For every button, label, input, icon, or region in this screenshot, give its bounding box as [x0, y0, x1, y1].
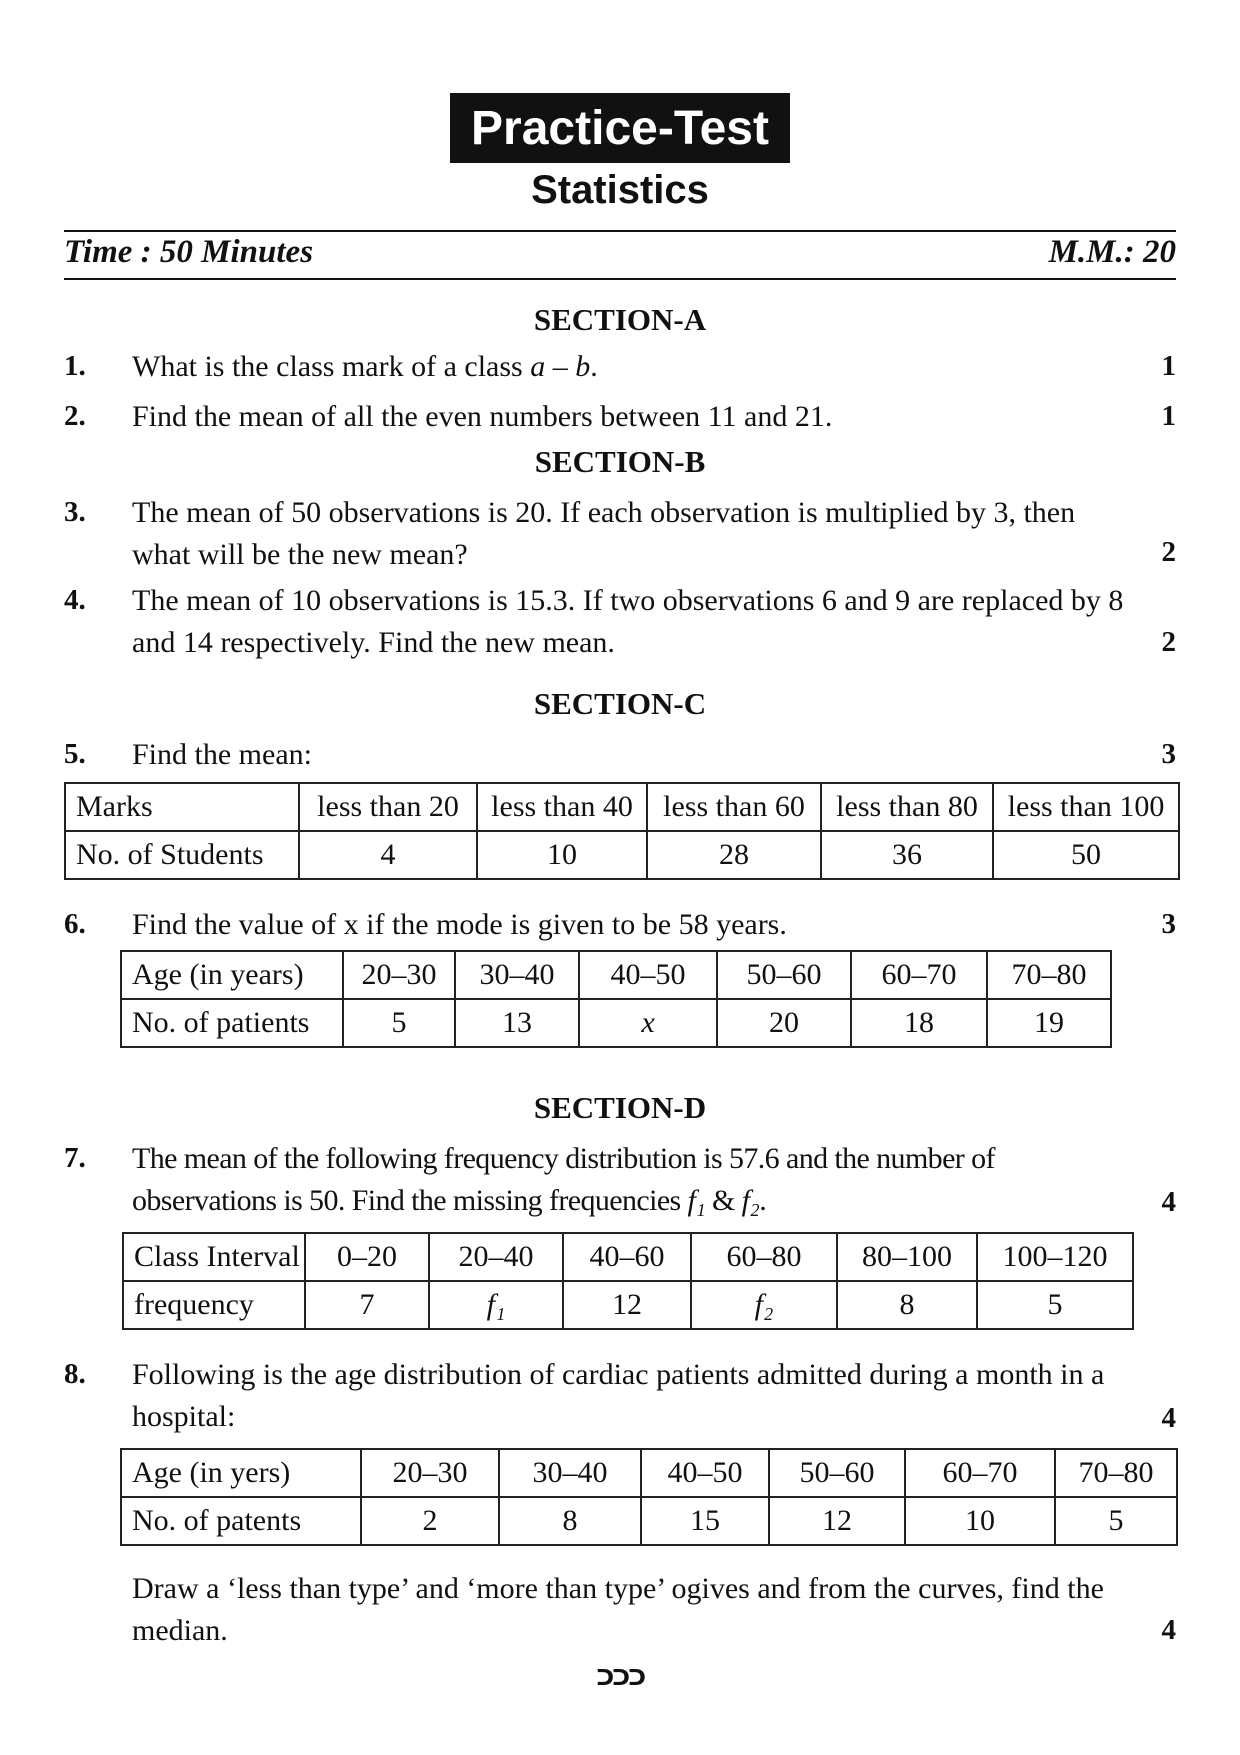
table-cell: f₂ [691, 1281, 837, 1329]
q4-number: 4. [64, 584, 86, 616]
q1-marks: 1 [1161, 350, 1176, 382]
table-header-row [121, 951, 1111, 999]
section-c-heading: SECTION-C [533, 686, 707, 721]
table-cell: Age (in yers) [121, 1449, 361, 1497]
table-cell: 5 [343, 999, 455, 1047]
q4-marks: 2 [1161, 626, 1176, 658]
time-limit: Time : 50 Minutes [64, 234, 314, 270]
table-cell: less than 80 [821, 783, 993, 831]
table-cell: 12 [563, 1281, 691, 1329]
page-subtitle: Statistics [531, 168, 709, 212]
q8-followup-text: Draw a ‘less than type’ and ‘more than type’ ogives and from the curves, find the median. [132, 1572, 1104, 1647]
end-of-test-mark: ᑐᑐᑐ [596, 1666, 644, 1691]
q6-text: Find the value of x if the mode is given to be 58 years. [132, 908, 787, 941]
table-cell: 20–30 [361, 1449, 499, 1497]
q7-stem: The mean of the following frequency distribution is 57.6 and the number of observations is 50. Find the missing frequencies [132, 1142, 995, 1217]
table-cell: 40–60 [563, 1233, 691, 1281]
q7-var1: f₁ [687, 1184, 706, 1217]
q8-table [120, 1448, 1178, 1546]
table-cell: 12 [769, 1497, 905, 1545]
table-cell: less than 40 [477, 783, 647, 831]
table-cell: less than 20 [299, 783, 477, 831]
page-title: Practice-Test [450, 93, 790, 163]
table-cell: less than 100 [993, 783, 1179, 831]
table-cell: x [579, 999, 717, 1047]
q3-marks: 2 [1161, 536, 1176, 568]
table-cell: 2 [361, 1497, 499, 1545]
q5-text: Find the mean: [132, 738, 312, 771]
table-cell: Age (in years) [121, 951, 343, 999]
q8-marks: 4 [1161, 1402, 1176, 1434]
q3-text: The mean of 50 observations is 20. If each observation is multiplied by 3, then what will be the new mean? [132, 496, 1076, 571]
q7-amp: & [705, 1184, 742, 1217]
q6-marks: 3 [1161, 908, 1176, 940]
table-cell: 15 [641, 1497, 769, 1545]
q1-text [132, 346, 1176, 388]
q7-end: . [759, 1184, 767, 1217]
q7-number: 7. [64, 1142, 86, 1174]
table-header-row [121, 1449, 1177, 1497]
section-a-heading: SECTION-A [533, 302, 707, 337]
header-bottom-rule [64, 278, 1176, 280]
table-cell: 50 [993, 831, 1179, 879]
q3-number: 3. [64, 496, 86, 528]
table-cell: 50–60 [769, 1449, 905, 1497]
table-cell: 19 [987, 999, 1111, 1047]
table-cell: 10 [477, 831, 647, 879]
table-cell: 4 [299, 831, 477, 879]
q2-text: Find the mean of all the even numbers between 11 and 21. [132, 400, 833, 433]
q1-end: . [590, 350, 598, 383]
table-cell: No. of Students [65, 831, 299, 879]
table-cell: 80–100 [837, 1233, 977, 1281]
table-cell: No. of patents [121, 1497, 361, 1545]
table-cell: 8 [837, 1281, 977, 1329]
table-cell: 8 [499, 1497, 641, 1545]
q7-table [122, 1232, 1134, 1330]
table-cell: 20–40 [429, 1233, 563, 1281]
table-cell: 0–20 [305, 1233, 429, 1281]
table-header-row [123, 1233, 1133, 1281]
table-cell: 20–30 [343, 951, 455, 999]
table-cell: 70–80 [987, 951, 1111, 999]
table-cell: 13 [455, 999, 579, 1047]
table-cell: 30–40 [499, 1449, 641, 1497]
table-cell: 60–70 [905, 1449, 1055, 1497]
table-cell: 18 [851, 999, 987, 1047]
table-cell: 7 [305, 1281, 429, 1329]
table-cell: 40–50 [579, 951, 717, 999]
header-top-rule [64, 230, 1176, 232]
table-cell: 30–40 [455, 951, 579, 999]
q1-math: a – b [530, 350, 591, 383]
q8-text: Following is the age distribution of cardiac patients admitted during a month in a hospital: [132, 1358, 1105, 1433]
table-cell: frequency [123, 1281, 305, 1329]
table-cell: 50–60 [717, 951, 851, 999]
table-cell: Marks [65, 783, 299, 831]
table-cell: 100–120 [977, 1233, 1133, 1281]
table-header-row [65, 783, 1179, 831]
table-cell: f₁ [429, 1281, 563, 1329]
table-cell: 5 [1055, 1497, 1177, 1545]
q1-stem: What is the class mark of a class [132, 350, 523, 383]
q7-var2: f₂ [741, 1184, 760, 1217]
table-row [123, 1281, 1133, 1329]
q8-number: 8. [64, 1358, 86, 1390]
table-cell: less than 60 [647, 783, 821, 831]
q2-marks: 1 [1161, 400, 1176, 432]
table-row [65, 831, 1179, 879]
q4-text: The mean of 10 observations is 15.3. If two observations 6 and 9 are replaced by 8 and 14 respectively. Find the new mean. [132, 584, 1124, 659]
q6-number: 6. [64, 908, 86, 940]
table-cell: 5 [977, 1281, 1133, 1329]
q5-marks: 3 [1161, 738, 1176, 770]
q1-number: 1. [64, 350, 86, 382]
section-b-heading: SECTION-B [534, 444, 706, 479]
table-cell: 60–80 [691, 1233, 837, 1281]
table-cell: Class Interval [123, 1233, 305, 1281]
table-cell: 20 [717, 999, 851, 1047]
table-cell: 60–70 [851, 951, 987, 999]
q8-followup-marks: 4 [1161, 1614, 1176, 1646]
table-cell: 40–50 [641, 1449, 769, 1497]
q7-marks: 4 [1161, 1186, 1176, 1218]
max-marks: M.M.: 20 [1048, 234, 1176, 270]
table-cell: No. of patients [121, 999, 343, 1047]
section-d-heading: SECTION-D [533, 1090, 707, 1125]
q5-number: 5. [64, 738, 86, 770]
table-cell: 36 [821, 831, 993, 879]
q5-table [64, 782, 1180, 880]
q7-text [132, 1138, 1132, 1222]
table-cell: 10 [905, 1497, 1055, 1545]
table-cell: 70–80 [1055, 1449, 1177, 1497]
q6-table [120, 950, 1112, 1048]
table-row [121, 999, 1111, 1047]
table-cell: 28 [647, 831, 821, 879]
table-row [121, 1497, 1177, 1545]
q2-number: 2. [64, 400, 86, 432]
